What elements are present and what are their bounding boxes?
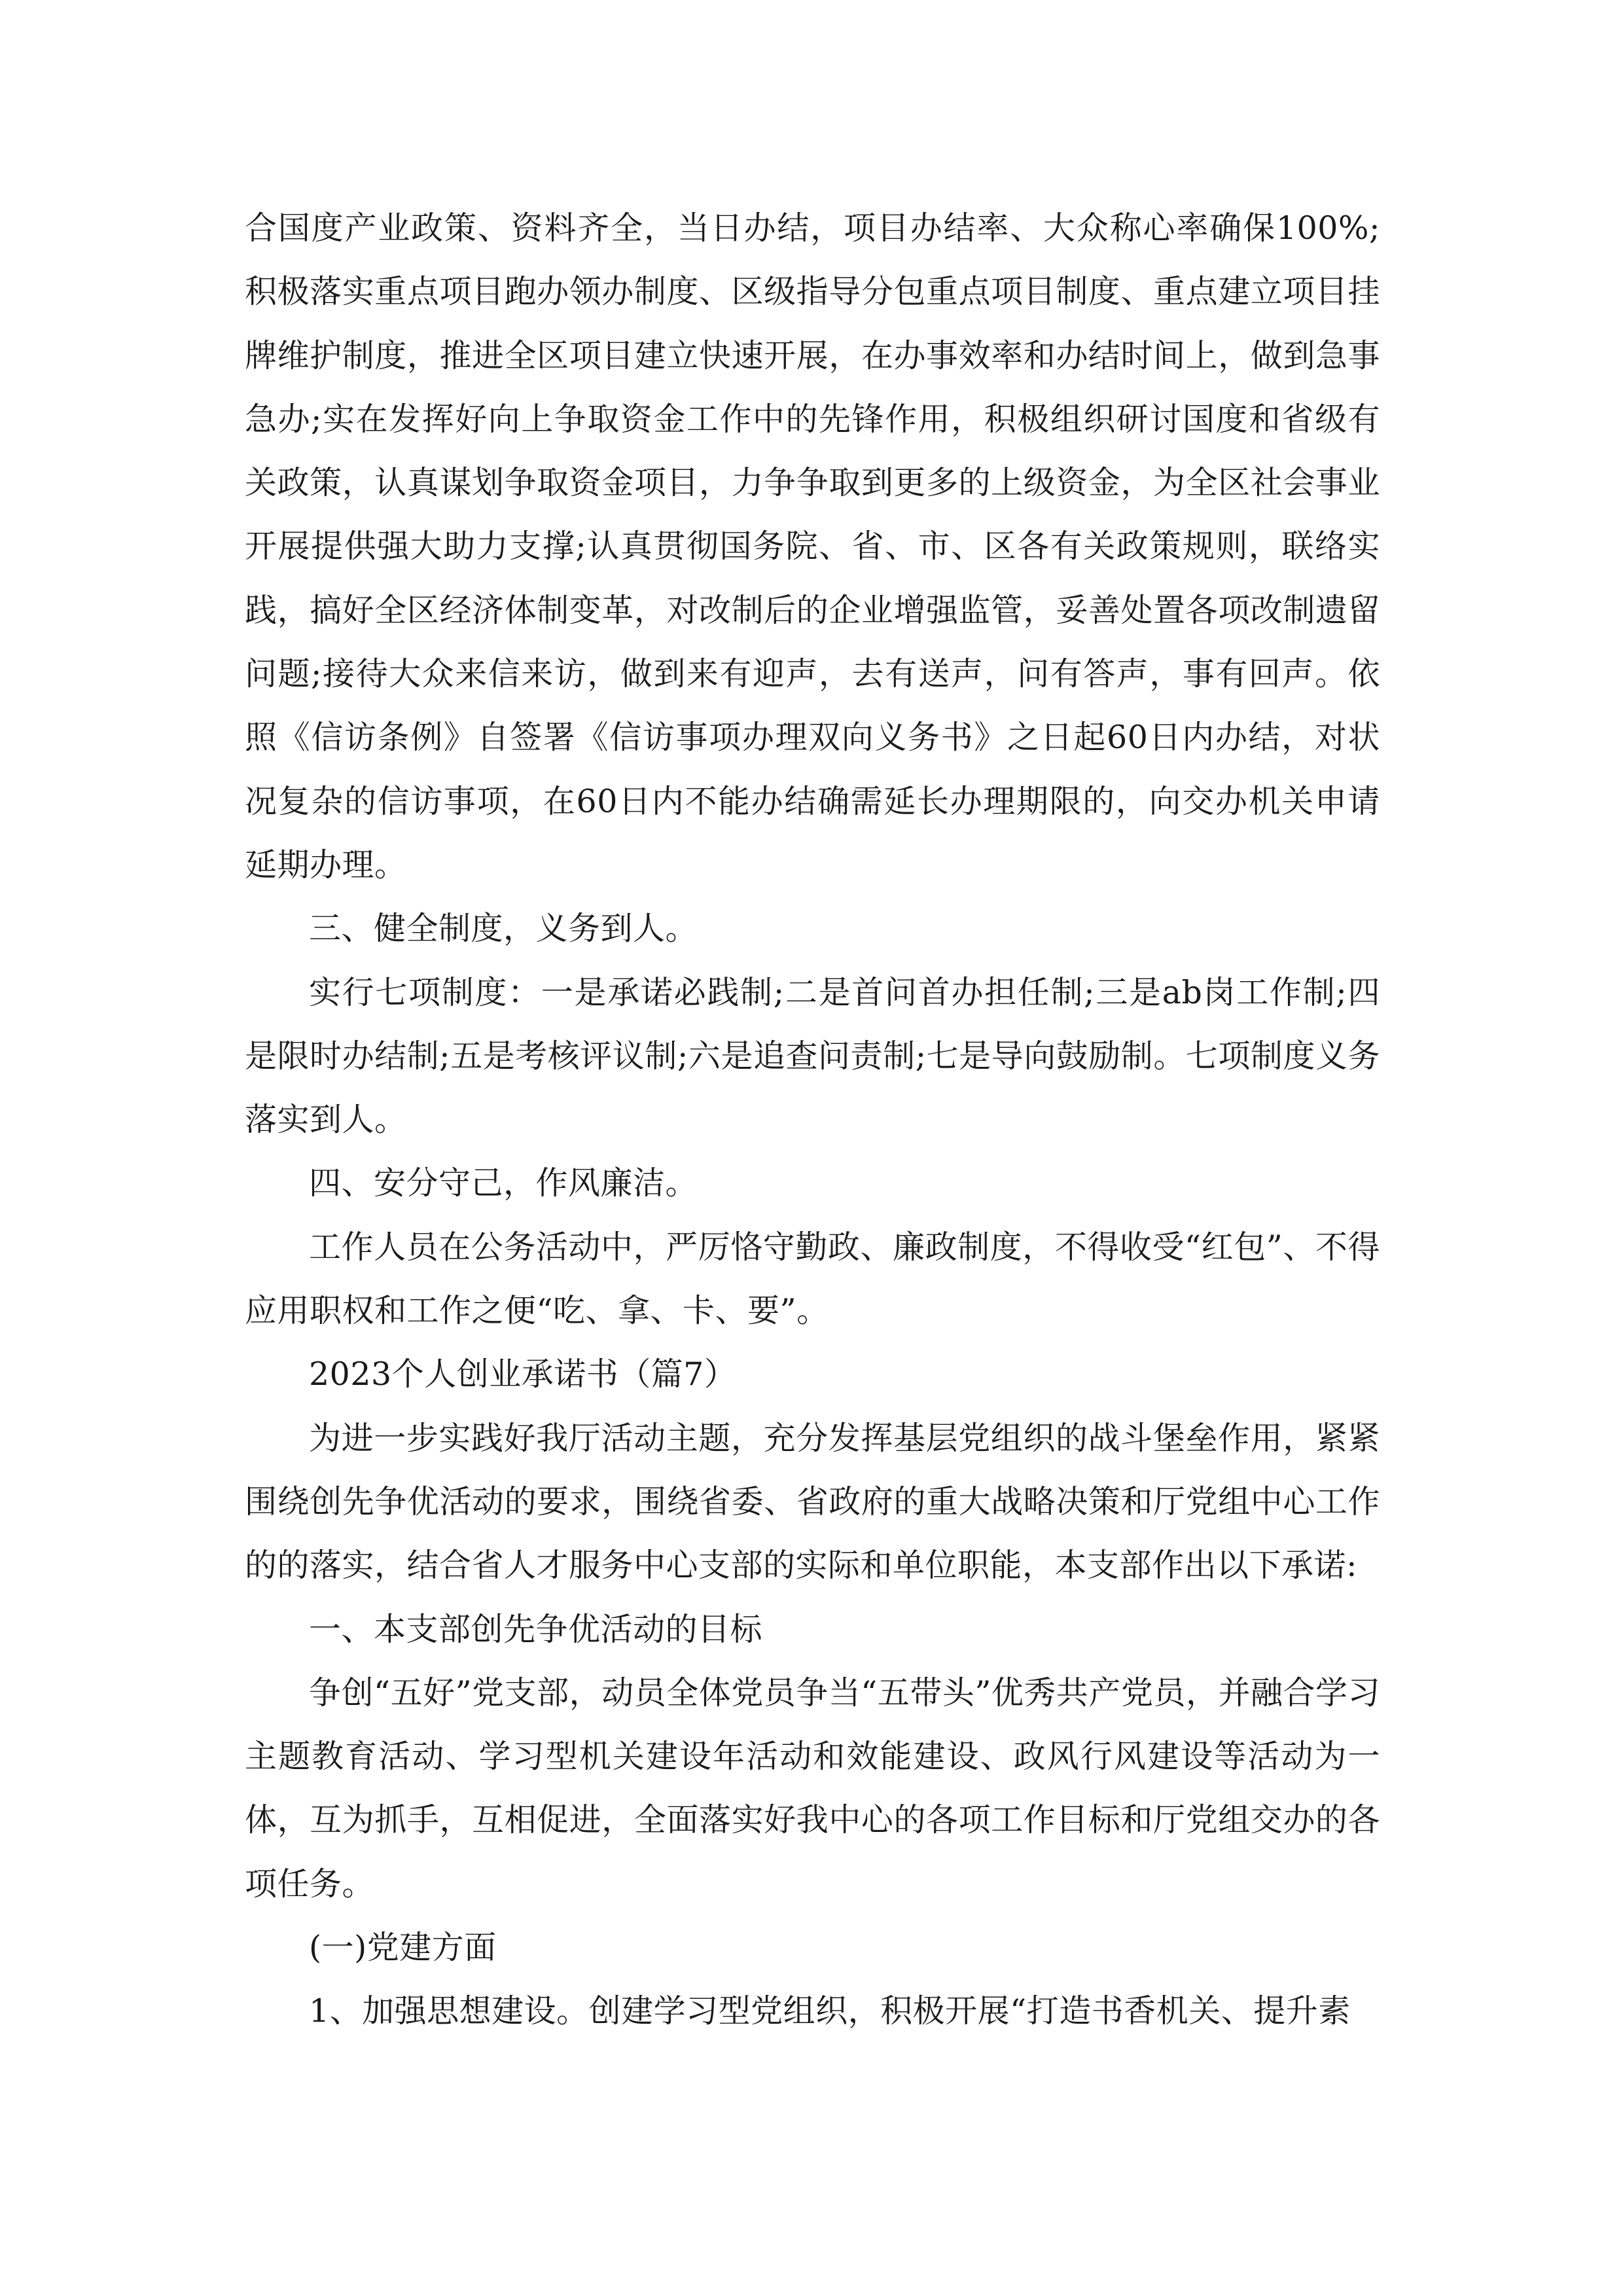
paragraph-project-handling: 合国度产业政策、资料齐全，当日办结，项目办结率、大众称心率确保100%;积极落实重点项目跑办领办制度、区级指导分包重点项目制度、重点建立项目挂牌维护制度，推进全区项目建立快速开展，在办事效率和办结时间上，做到急事急办;实在发挥好向上争取资金工作中的先锋作用，积极组织研讨国度和省级有关政策，认真谋划争取资金项目，力争争取到更多的上级资金，为全区社会事业开展提供强大助力支撑;认真贯彻国务院、省、市、区各有关政策规则，联络实践，搞好全区经济体制变革，对改制后的企业增强监管，妥善处置各项改制遗留问题;接待大众来信来访，做到来有迎声，去有送声，问有答声，事有回声。依照《信访条例》自签署《信访事项办理双向义务书》之日起60日内办结，对状况复杂的信访事项，在60日内不能办结确需延长办理期限的，向交办机关申请延期办理。 [245, 209, 1380, 884]
heading-goal: 一、本支部创先争优活动的目标 [309, 1610, 763, 1648]
paragraph-integrity: 工作人员在公务活动中，严厉恪守勤政、廉政制度，不得收受“红包”、不得应用职权和工作之便“吃、拿、卡、要”。 [245, 1228, 1380, 1330]
heading-article-7: 2023个人创业承诺书（篇7） [309, 1355, 737, 1393]
paragraph-intro-commitment: 为进一步实践好我厅活动主题，充分发挥基层党组织的战斗堡垒作用，紧紧围绕创先争优活动的要求，围绕省委、省政府的重大战略决策和厅党组中心工作的的落实，结合省人才服务中心支部的实际和单位职能，本支部作出以下承诺: [245, 1419, 1380, 1585]
paragraph-ideology: 1、加强思想建设。创建学习型党组织，积极开展“打造书香机关、提升素 [309, 1992, 1351, 2030]
paragraph-goal-detail: 争创“五好”党支部，动员全体党员争当“五带头”优秀共产党员，并融合学习主题教育活动、学习型机关建设年活动和效能建设、政风行风建设等活动为一体，互为抓手，互相促进，全面落实好我中心的各项工作目标和厅党组交办的各项任务。 [245, 1674, 1380, 1903]
heading-party-building: (一)党建方面 [309, 1929, 497, 1967]
document-body [245, 196, 1380, 2043]
heading-section-3: 三、健全制度，义务到人。 [309, 910, 698, 948]
heading-section-4: 四、安分守己，作风廉洁。 [309, 1164, 698, 1202]
paragraph-seven-systems: 实行七项制度：一是承诺必践制;二是首问首办担任制;三是ab岗工作制;四是限时办结制;五是考核评议制;六是追查问责制;七是导向鼓励制。七项制度义务落实到人。 [245, 973, 1380, 1139]
